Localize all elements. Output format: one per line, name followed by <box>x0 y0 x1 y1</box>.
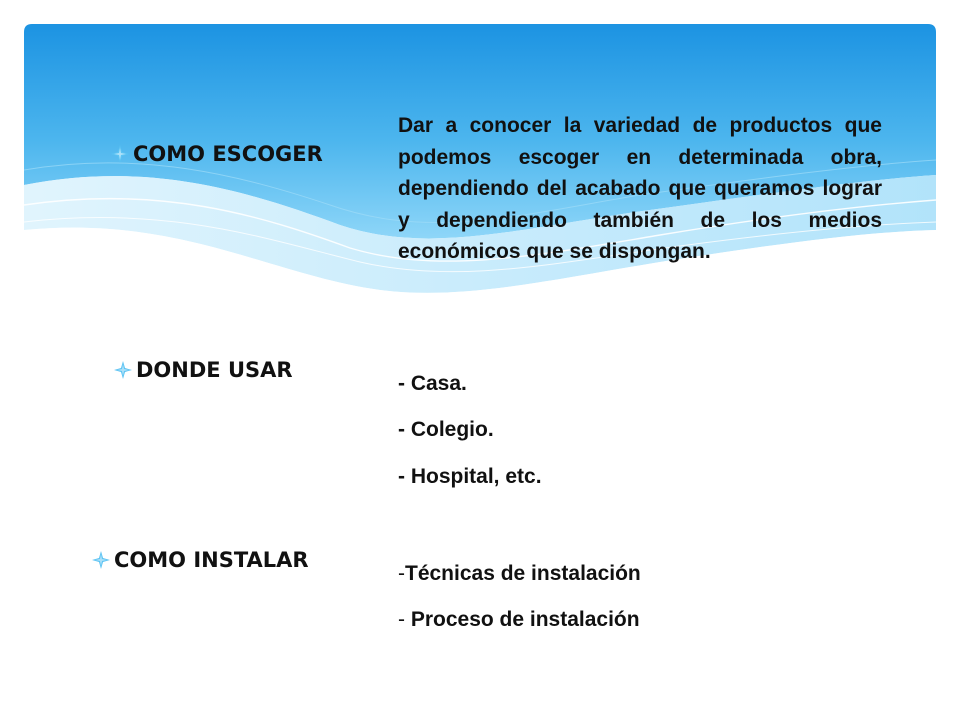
list-dash: - <box>398 608 411 631</box>
heading-label: COMO ESCOGER <box>133 142 323 166</box>
heading-donde-usar <box>114 358 293 382</box>
heading-label: DONDE USAR <box>136 358 293 382</box>
list-text: Proceso de instalación <box>410 608 640 631</box>
diamond-icon <box>114 361 132 379</box>
diamond-icon <box>111 145 129 163</box>
description-como-escoger: Dar a conocer la variedad de productos que podemos escoger en determinada obra, dependiendo del acabado que queramos lograr y dependiendo también de los medios económicos que se dispongan. <box>398 114 882 263</box>
list-item-tecnicas <box>398 562 641 586</box>
diamond-icon <box>92 551 110 569</box>
heading-como-instalar <box>92 548 309 572</box>
heading-como-escoger <box>111 142 323 166</box>
heading-label: COMO INSTALAR <box>114 548 309 572</box>
list-item-proceso <box>398 608 640 632</box>
list-item-colegio: - Colegio. <box>398 418 494 441</box>
list-item-hospital: - Hospital, etc. <box>398 465 542 488</box>
list-item-casa: - Casa. <box>398 372 467 395</box>
list-dash: - <box>398 562 405 585</box>
list-text: Técnicas de instalación <box>405 562 641 585</box>
